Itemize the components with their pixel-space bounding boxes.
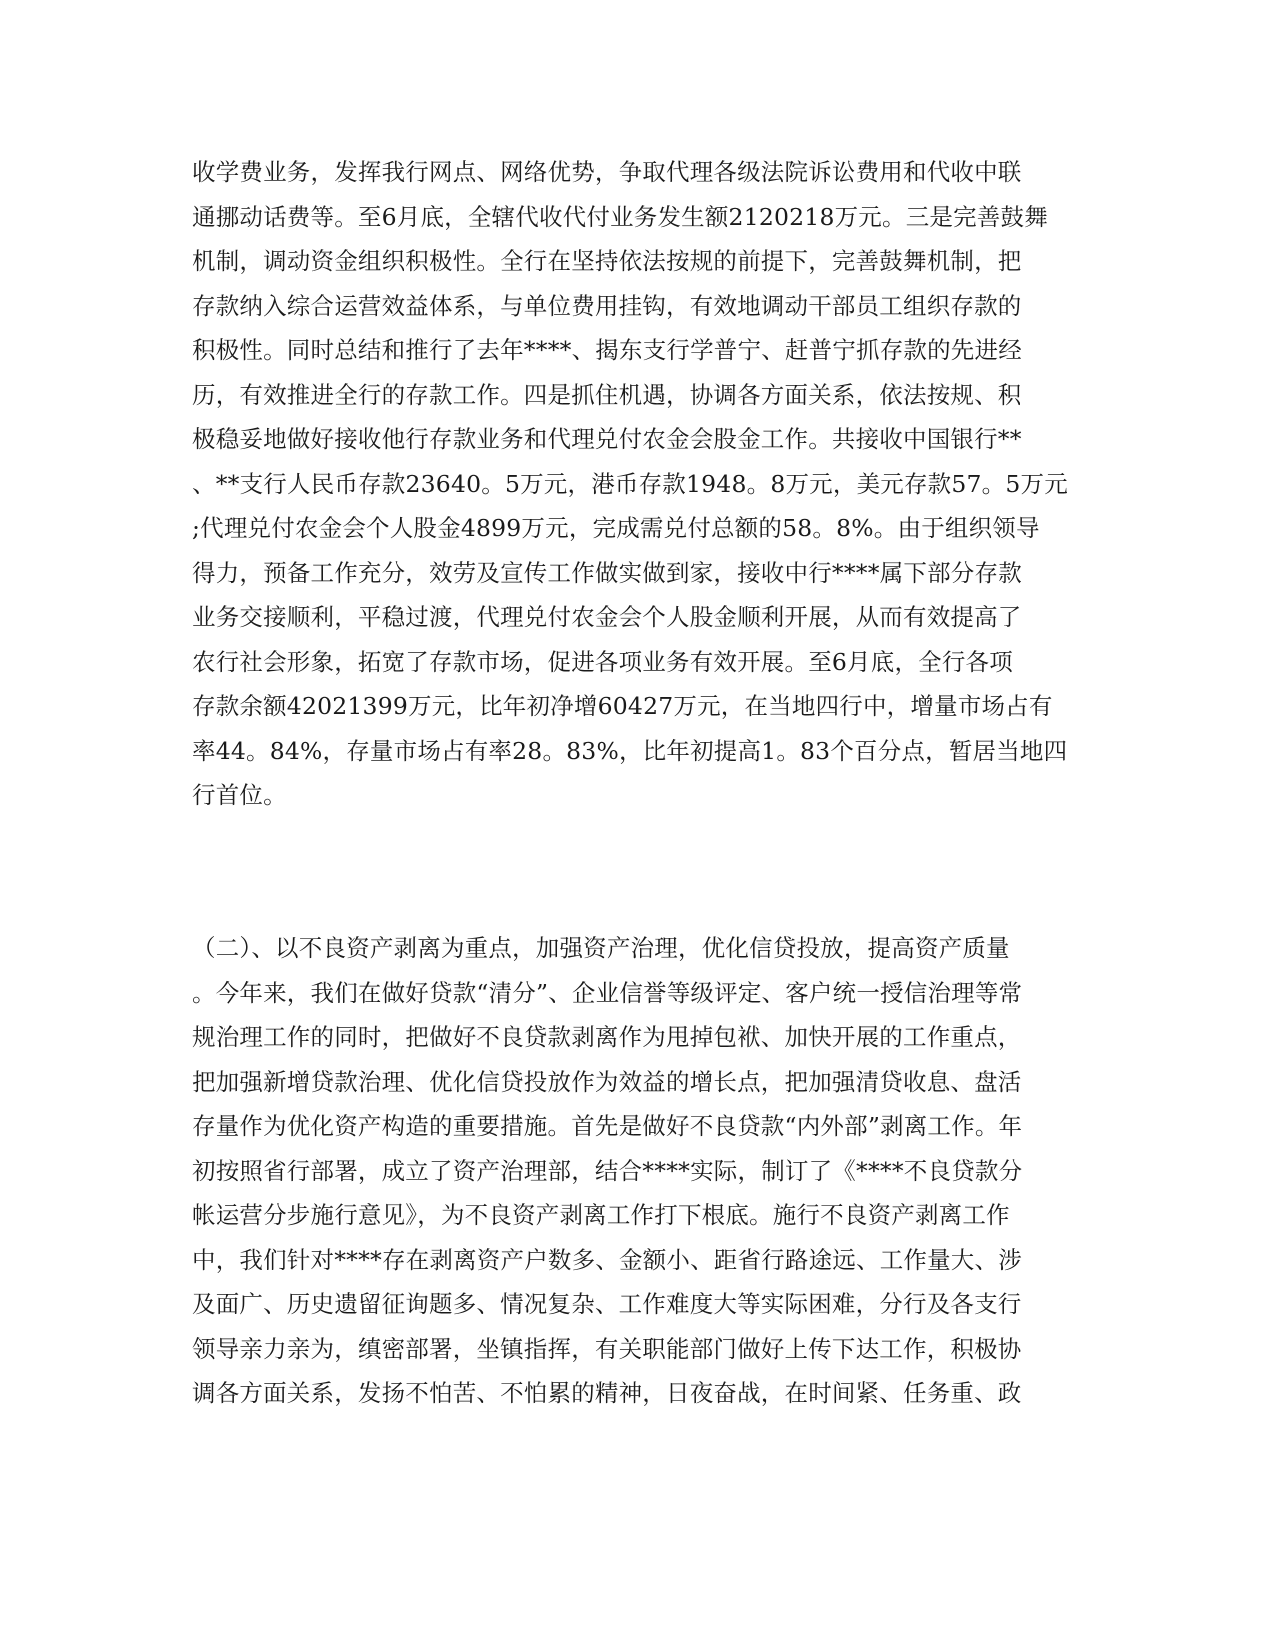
text-line: 极稳妥地做好接收他行存款业务和代理兑付农金会股金工作。共接收中国银行**	[192, 425, 1022, 453]
text-line: 存款余额42021399万元，比年初净增60427万元，在当地四行中，增量市场占有	[192, 692, 1053, 720]
text-line: 得力，预备工作充分，效劳及宣传工作做实做到家，接收中行****属下部分存款	[192, 558, 1022, 587]
text-line: 通挪动话费等。至6月底，全辖代收代付业务发生额2120218万元。三是完善鼓舞	[192, 202, 1048, 231]
text-line: 率44。84%，存量市场占有率28。83%，比年初提高1。83个百分点，暂居当地四	[192, 736, 1068, 765]
paragraph-asset-management	[192, 926, 1072, 1416]
text-line: 存量作为优化资产构造的重要措施。首先是做好不良贷款“内外部”剥离工作。年	[192, 1112, 1023, 1140]
section-heading-line: （二）、以不良资产剥离为重点，加强资产治理，优化信贷投放，提高资产质量	[192, 934, 1010, 962]
text-line: 。今年来，我们在做好贷款“清分”、企业信誉等级评定、客户统一授信治理等常	[192, 978, 1023, 1007]
text-line: 及面广、历史遗留征询题多、情况复杂、工作难度大等实际困难，分行及各支行	[192, 1290, 1022, 1318]
text-line: 、**支行人民币存款23640。5万元，港币存款1948。8万元，美元存款57。5万元	[192, 469, 1068, 498]
paragraph-deposit-work	[192, 150, 1072, 818]
text-line: 初按照省行部署，成立了资产治理部，结合****实际，制订了《****不良贷款分	[192, 1156, 1023, 1185]
text-line: 农行社会形象，拓宽了存款市场，促进各项业务有效开展。至6月底，全行各项	[192, 647, 1013, 676]
text-line: 帐运营分步施行意见》，为不良资产剥离工作打下根底。施行不良资产剥离工作	[192, 1201, 1010, 1229]
text-line: 收学费业务，发挥我行网点、网络优势，争取代理各级法院诉讼费用和代收中联	[192, 158, 1022, 186]
text-line: 机制，调动资金组织积极性。全行在坚持依法按规的前提下，完善鼓舞机制，把	[192, 247, 1022, 275]
text-line: 存款纳入综合运营效益体系，与单位费用挂钩，有效地调动干部员工组织存款的	[192, 291, 1022, 320]
text-line: 历，有效推进全行的存款工作。四是抓住机遇，协调各方面关系，依法按规、积	[192, 380, 1022, 409]
text-line: 调各方面关系，发扬不怕苦、不怕累的精神，日夜奋战，在时间紧、任务重、政	[192, 1379, 1022, 1407]
text-line: 积极性。同时总结和推行了去年****、揭东支行学普宁、赶普宁抓存款的先进经	[192, 336, 1022, 364]
text-line: 领导亲力亲为，缜密部署，坐镇指挥，有关职能部门做好上传下达工作，积极协	[192, 1334, 1022, 1363]
text-line: 把加强新增贷款治理、优化信贷投放作为效益的增长点，把加强清贷收息、盘活	[192, 1067, 1022, 1096]
text-line: 业务交接顺利，平稳过渡，代理兑付农金会个人股金顺利开展，从而有效提高了	[192, 603, 1022, 631]
text-line: ;代理兑付农金会个人股金4899万元，完成需兑付总额的58。8%。由于组织领导	[192, 514, 1040, 542]
text-line: 行首位。	[192, 781, 287, 809]
text-line: 规治理工作的同时，把做好不良贷款剥离作为甩掉包袱、加快开展的工作重点，	[192, 1023, 1022, 1051]
text-line: 中，我们针对****存在剥离资产户数多、金额小、距省行路途远、工作量大、涉	[192, 1245, 1022, 1274]
